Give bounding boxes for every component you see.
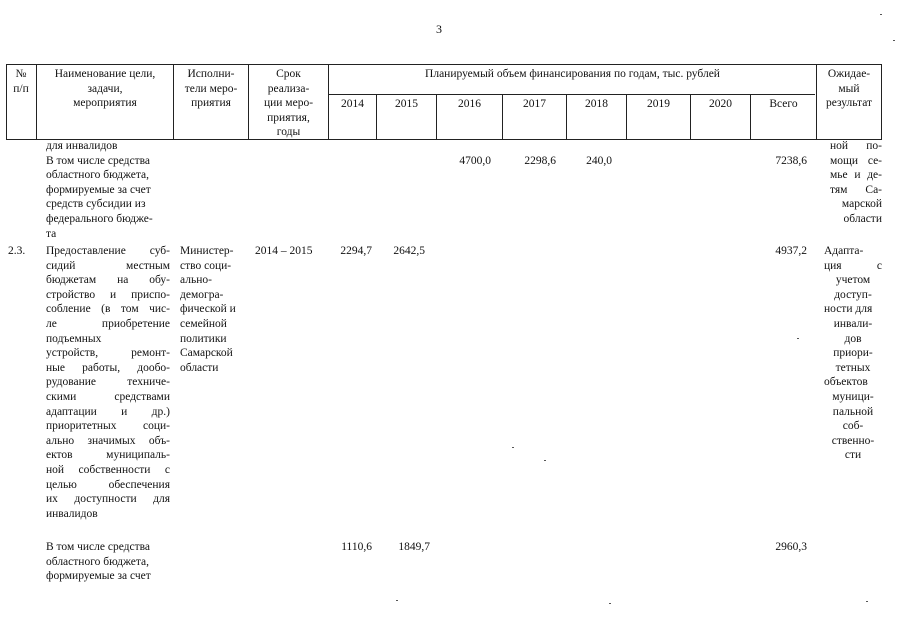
row-name-line: В том числе средства [46,154,151,167]
row-name-line: ектов муниципаль- [46,449,170,462]
header-total: Всего [769,98,798,110]
row-name [46,244,170,521]
header-name-line: задачи, [87,82,123,95]
row-exec-line: семейной [180,317,227,330]
row-result-line: объектов [824,376,868,389]
header-term-line: годы [276,126,301,139]
row-name-line: адаптации и др.) [46,405,170,418]
row-result-line: муници- [832,390,874,403]
header-year-2015: 2015 [395,98,418,110]
value-2017: 2298,6 [524,155,556,167]
header-exec-line: тели меро- [184,82,238,95]
scan-speck [544,460,546,461]
header-num-line: п/п [13,82,29,95]
row-result-line: области [843,212,882,225]
scan-speck [609,603,611,604]
header-name-line: мероприятия [73,97,137,110]
header-year-2020: 2020 [709,98,732,110]
header-year-2016: 2016 [458,98,481,110]
row-name-line: их доступности для [46,493,170,506]
header-name-line: Наименование цели, [54,68,156,80]
row-name-line: формируемые за счет [46,570,151,583]
row-result-line: учетом [835,274,871,287]
row-result-line: инвали- [833,317,873,330]
row-result-line: тям Са- [830,183,882,196]
value-total: 4937,2 [775,245,807,257]
header-year-2019: 2019 [647,98,670,110]
header-name [37,67,173,111]
header-exec-line: приятия [191,97,231,110]
row-name-line: для инвалидов [46,140,118,152]
value-total: 7238,6 [775,155,807,167]
header-num [6,67,36,96]
row-name-line: устройств, ремонт- [46,347,170,360]
row-number: 2.3. [8,245,26,257]
header-term-line: ции меро- [263,97,314,110]
header-funding: Планируемый объем финансирования по годам, тыс. рублей [425,68,720,80]
row-result-line: Адапта- [824,245,864,257]
scan-speck [866,601,868,602]
header-term-line: приятия, [267,111,310,124]
row-exec-line: ство соци- [180,259,232,272]
row-exec-line: ально- [180,274,212,287]
col-line [881,64,882,140]
row-result-line: тетных [835,361,871,374]
row-result-line: ной по- [830,140,882,152]
row-result-line: мощи се- [830,154,882,167]
row-name-line: собление (в том чис- [46,303,170,316]
row-result [830,139,882,227]
row-result-line: мье и де- [830,169,882,182]
row-exec-line: Самарской [180,347,233,360]
header-result [817,67,881,111]
value-total: 2960,3 [775,541,807,553]
row-name [46,139,170,241]
header-year-2017: 2017 [523,98,546,110]
row-name-line: ально значимых объ- [46,434,170,447]
row-result-line: приори- [833,347,873,360]
row-name-line: сидий местным [46,259,170,272]
row-term: 2014 – 2015 [255,245,313,257]
value-2015: 1849,7 [398,541,430,553]
row-result-line: сти [844,449,862,462]
row-name-line: ные работы, дообо- [46,361,170,374]
value-2016: 4700,0 [459,155,491,167]
row-name-line: скими средствами [46,390,170,403]
row-result-line: марской [841,198,882,211]
row-name-line: стройство и приспо- [46,288,170,301]
row-name-line: та [46,227,57,240]
row-result-line: дов [844,332,862,345]
row-exec-line: демогра- [180,288,224,301]
row-name [46,540,170,584]
row-name-line: подъемных [46,332,102,345]
row-name-line: рудование техниче- [46,376,170,389]
header-top-border [6,64,881,65]
row-name-line: формируемые за счет [46,183,151,196]
row-name-line: ной собственности с [46,463,170,476]
row-result-line: ственно- [831,434,875,447]
row-name-line: областного бюджета, [46,555,150,568]
row-name-line: федерального бюдже- [46,212,153,225]
scan-speck [893,40,895,41]
header-term [249,67,328,140]
row-exec-line: политики [180,332,227,345]
row-name-line: целью обеспечения [46,478,170,491]
value-2015: 2642,5 [393,245,425,257]
scan-speck [880,14,882,15]
header-result-line: результат [825,97,873,110]
scan-speck [797,338,799,339]
row-result-line: соб- [842,420,864,433]
row-name-line: инвалидов [46,507,98,520]
row-exec-line: фической и [180,303,236,316]
row-name-line: приоритетных соци- [46,420,170,433]
header-term-line: Срок [276,68,301,80]
row-name-line: Предоставление суб- [46,245,170,257]
row-name-line: ле приобретение [46,317,170,330]
header-result-line: мый [838,82,860,95]
years-divider [328,94,815,95]
row-result-line: пальной [832,405,874,418]
row-name-line: В том числе средства [46,541,151,553]
header-result-line: Ожидае- [827,68,871,80]
header-year-2018: 2018 [585,98,608,110]
row-exec-line: Министер- [180,245,234,257]
row-name-line: областного бюджета, [46,169,150,182]
value-2018: 240,0 [586,155,612,167]
header-exec-line: Исполни- [187,68,235,80]
row-name-line: бюджетам на обу- [46,274,170,287]
header-num-line: № [15,68,27,80]
value-2014: 2294,7 [340,245,372,257]
header-year-2014: 2014 [341,98,364,110]
row-result [824,244,882,463]
row-name-line: средств субсидии из [46,198,146,211]
row-result-line: ция с [824,259,882,272]
row-executor [180,244,250,375]
header-term-line: реализа- [267,82,310,95]
row-result-line: ности для [824,303,873,316]
scan-speck [512,447,514,448]
row-result-line: доступ- [834,288,872,301]
page-number: 3 [436,22,442,36]
scan-speck [396,600,398,601]
row-exec-line: области [180,361,219,374]
value-2014: 1110,6 [341,541,372,553]
header-exec [174,67,248,111]
